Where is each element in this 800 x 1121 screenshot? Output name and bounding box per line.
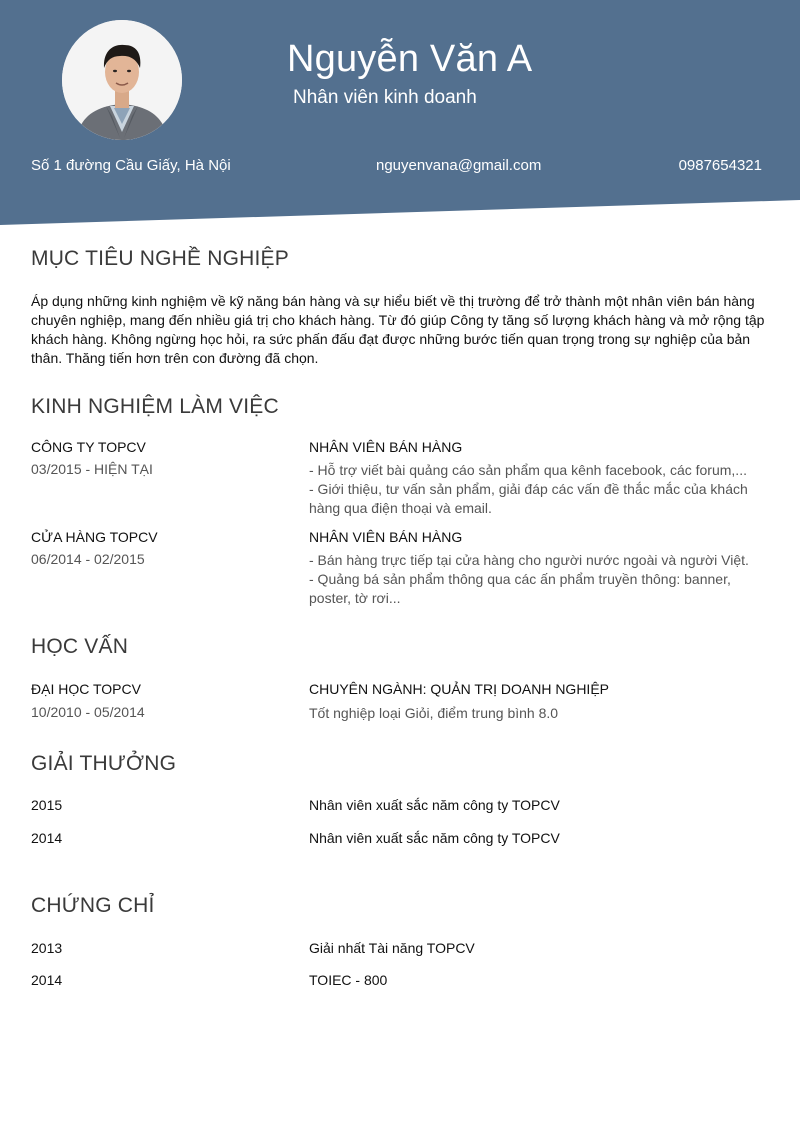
certificate-year: 2013 (31, 940, 63, 956)
objective-text: Áp dụng những kinh nghiệm về kỹ năng bán hàng và sự hiểu biết về thị trường để trở thành một nhân viên bán hàng chuyên nghiệp, mang đến nhiều giá trị cho khách hàng. Từ đó giúp Công ty tăng số lượng khách hàng và mở rộng tập khách hàng. Không ngừng học hỏi, ra sức phấn đấu đạt được những bước tiến quan trọng trong sự nghiệp của bản thân. Thăng tiến hơn trên con đường đã chọn. (31, 293, 765, 366)
education-heading: HỌC VẤN (31, 635, 129, 658)
experience-description: - Hỗ trợ viết bài quảng cáo sản phẩm qua kênh facebook, các forum,... - Giới thiệu, tư vấn sản phẩm, giải đáp các vấn đề thắc mắc của khách hàng qua điện thoại và email. (309, 462, 748, 516)
award-year: 2015 (31, 797, 63, 813)
experience-description: - Bán hàng trực tiếp tại cửa hàng cho người nước ngoài và người Việt. - Quảng bá sản phẩm thông qua các ấn phẩm truyền thông: banner, poster, tờ rơi... (309, 552, 749, 606)
contact-address: Số 1 đường Cầu Giấy, Hà Nội (31, 157, 231, 174)
education-result: Tốt nghiệp loại Giỏi, điểm trung bình 8.0 (309, 705, 559, 721)
objective-heading: MỤC TIÊU NGHỀ NGHIỆP (31, 247, 289, 270)
contact-email[interactable]: nguyenvana@gmail.com (376, 157, 542, 174)
experience-period: 03/2015 - HIỆN TẠI (31, 461, 153, 477)
certificate-year: 2014 (31, 972, 63, 988)
certificates-heading: CHỨNG CHỈ (31, 894, 155, 917)
experience-company: CỬA HÀNG TOPCV (31, 529, 158, 545)
job-title: Nhân viên kinh doanh (293, 87, 477, 108)
experience-position: NHÂN VIÊN BÁN HÀNG (309, 529, 463, 545)
education-period: 10/2010 - 05/2014 (31, 704, 145, 720)
experience-company: CÔNG TY TOPCV (31, 439, 146, 455)
contact-phone[interactable]: 0987654321 (678, 157, 762, 174)
awards-heading: GIẢI THƯỞNG (31, 752, 177, 775)
award-year: 2014 (31, 830, 63, 846)
award-text: Nhân viên xuất sắc năm công ty TOPCV (309, 830, 560, 846)
profile-photo (62, 20, 182, 140)
certificate-text: TOIEC - 800 (309, 972, 388, 988)
education-school: ĐẠI HỌC TOPCV (31, 681, 141, 697)
education-major: CHUYÊN NGÀNH: QUẢN TRỊ DOANH NGHIỆP (309, 681, 609, 697)
certificate-text: Giải nhất Tài năng TOPCV (309, 940, 475, 956)
full-name: Nguyễn Văn A (287, 38, 533, 80)
award-text: Nhân viên xuất sắc năm công ty TOPCV (309, 797, 560, 813)
experience-period: 06/2014 - 02/2015 (31, 551, 145, 567)
experience-heading: KINH NGHIỆM LÀM VIỆC (31, 395, 279, 418)
experience-position: NHÂN VIÊN BÁN HÀNG (309, 439, 463, 455)
avatar (62, 20, 182, 140)
